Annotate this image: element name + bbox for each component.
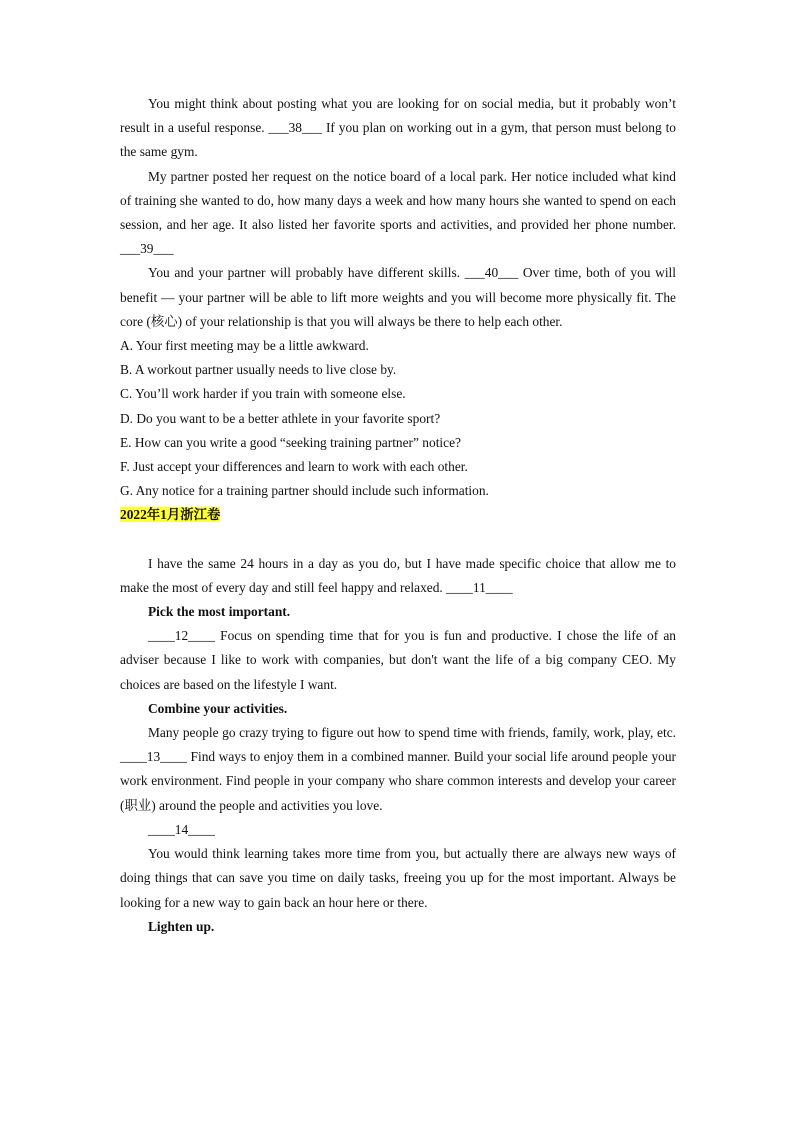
option-c: C. You’ll work harder if you train with someone else. bbox=[120, 386, 406, 402]
subheading-lighten: Lighten up. bbox=[148, 918, 215, 934]
spacer bbox=[120, 528, 676, 552]
option-g: G. Any notice for a training partner should include such information. bbox=[120, 483, 489, 499]
section-title bbox=[120, 503, 676, 527]
passage2-paragraph-3: You would think learning takes more time from you, but actually there are always new ways of doing things that can save you time on daily tasks, freeing you up for the most important. Always be looking for a new way to gain back an hour here or there. bbox=[120, 846, 676, 910]
passage2-intro: I have the same 24 hours in a day as you do, but I have made specific choice that allow me to make the most of every day and still feel happy and relaxed. ____11____ bbox=[120, 555, 676, 595]
passage2-paragraph-1: ____12____ Focus on spending time that for you is fun and productive. I chose the life of an adviser because I like to work with companies, but don't want the life of a big company CEO. My choices are based on the lifestyle I want. bbox=[120, 628, 676, 692]
subheading-combine: Combine your activities. bbox=[148, 700, 288, 716]
option-f: F. Just accept your differences and learn to work with each other. bbox=[120, 459, 468, 475]
section-title-highlight: 2022年1月浙江卷 bbox=[120, 507, 221, 523]
subheading-pick: Pick the most important. bbox=[148, 604, 291, 620]
passage1-paragraph-1: You might think about posting what you are looking for on social media, but it probably won’t result in a useful response. ___38___ If you plan on working out in a gym, that person must belong to the same gym. bbox=[120, 96, 676, 160]
passage1-paragraph-3: You and your partner will probably have different skills. ___40___ Over time, both of you will benefit — your partner will be able to lift more weights and you will become more physically fit. The core (核心) of your relationship is that you will always be there to help each other. bbox=[120, 265, 676, 329]
option-e: E. How can you write a good “seeking training partner” notice? bbox=[120, 434, 461, 450]
option-d: D. Do you want to be a better athlete in your favorite sport? bbox=[120, 410, 441, 426]
blank-14: ____14____ bbox=[148, 821, 215, 837]
passage1-paragraph-2: My partner posted her request on the notice board of a local park. Her notice included what kind of training she wanted to do, how many days a week and how many hours she wanted to spend on each session, and her age. It also listed her favorite sports and activities, and provided her phone number. ___39___ bbox=[120, 168, 676, 257]
passage2-paragraph-2: Many people go crazy trying to figure out how to spend time with friends, family, work, play, etc. ____13____ Find ways to enjoy them in a combined manner. Build your social life around people your work environment. Find people in your company who share common interests and develop your career (职业) around the people and activities you love. bbox=[120, 725, 676, 813]
option-a: A. Your first meeting may be a little awkward. bbox=[120, 338, 369, 354]
document-page bbox=[120, 92, 676, 939]
option-b: B. A workout partner usually needs to live close by. bbox=[120, 362, 397, 378]
